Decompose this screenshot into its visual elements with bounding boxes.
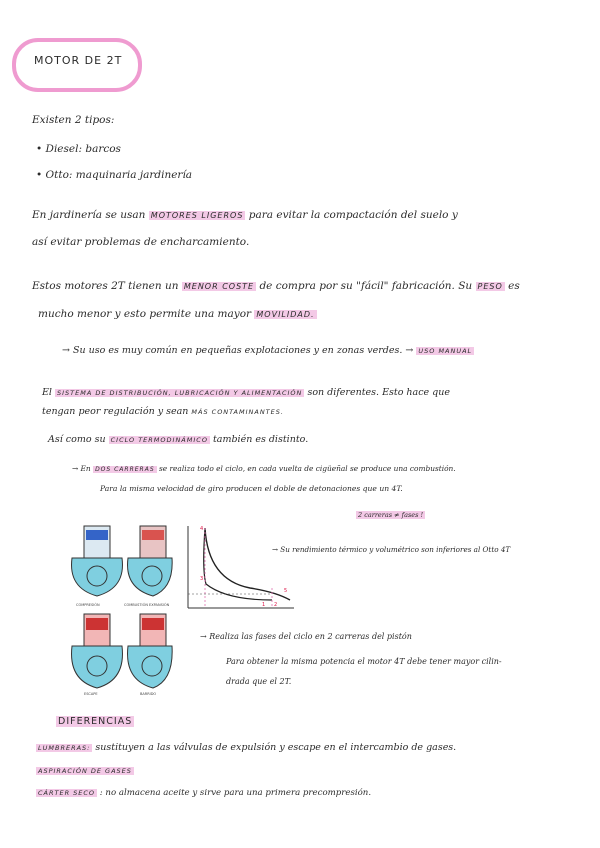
differences-heading: DIFERENCIAS: [58, 716, 133, 727]
systems-line-1: [42, 387, 450, 398]
engine-compression: [72, 526, 123, 596]
pv-point-2: 2: [274, 602, 278, 608]
label-exhaust: ESCAPE: [84, 692, 98, 696]
cost-line-2: [38, 308, 317, 320]
pv-point-1: 1: [262, 602, 266, 608]
strokes-line: [72, 464, 456, 473]
cycle-highlight: CICLO TERMODINÁMICO: [110, 436, 208, 444]
cost-highlight: MENOR COSTE: [183, 282, 255, 291]
types-intro: Existen 2 tipos:: [32, 114, 115, 126]
systems-highlight: SISTEMA DE DISTRIBUCIÓN, LUBRICACIÓN Y ALIMENTACIÓN: [57, 389, 303, 397]
strokes-end: se realiza todo el ciclo, en cada vuelta de cigüeñal se produce una combustión.: [159, 464, 456, 473]
label-compression: COMPRESIÓN: [76, 603, 100, 607]
pv-point-4: 4: [200, 526, 204, 532]
difference-item: [36, 788, 371, 798]
cycle-end: también es distinto.: [212, 434, 309, 445]
cost-start: Estos motores 2T tienen un: [32, 280, 179, 292]
difference-label: LUMBRERAS:: [38, 744, 91, 752]
difference-item: [36, 765, 134, 776]
cost-end: es: [508, 280, 520, 292]
use-line: [62, 345, 474, 356]
type-otto: • Otto: maquinaria jardinería: [36, 169, 193, 181]
cycle-line: [48, 434, 308, 445]
pv-diagram: [180, 522, 296, 614]
gardening-start: En jardinería se usan: [32, 209, 146, 221]
engine-scavenging: [128, 614, 173, 688]
cycle-start: Así como su: [48, 434, 106, 445]
strokes-highlight: DOS CARRERAS: [95, 466, 155, 473]
systems-end: son diferentes. Esto hace que: [307, 387, 450, 398]
label-scavenging: BARRIDO: [140, 692, 157, 696]
gardening-line-2: así evitar problemas de encharcamiento.: [32, 236, 250, 248]
difference-text: sustituyen a las válvulas de expulsión y escape en el intercambio de gases.: [95, 742, 457, 753]
cost-line-1: [32, 280, 520, 292]
mobility-highlight: MOVILIDAD.: [256, 310, 315, 319]
strokes-note: 2 carreras ≠ fases !: [358, 511, 424, 519]
difference-item: [36, 742, 456, 753]
engine-combustion: [128, 526, 173, 596]
performance-note: → Su rendimiento térmico y volumétrico son inferiores al Otto 4T: [272, 545, 511, 554]
difference-label: CÁRTER SECO: [38, 789, 96, 797]
pollutant-caps: MÁS CONTAMINANTES.: [191, 408, 284, 416]
manual-use-highlight: USO MANUAL: [418, 347, 473, 355]
weight-highlight: PESO: [477, 282, 503, 291]
phases-line-1: → Realiza las fases del ciclo en 2 carreras del pistón: [200, 632, 412, 641]
gardening-end: para evitar la compactación del suelo y: [248, 209, 458, 221]
gardening-line-1: [32, 209, 458, 221]
engine-exhaust: [72, 614, 123, 688]
use-text: → Su uso es muy común en pequeñas explotaciones y en zonas verdes. →: [62, 345, 414, 356]
systems-start: El: [42, 387, 52, 398]
systems-line2-start: tengan peor regulación y sean: [42, 406, 189, 417]
cost-line2-start: mucho menor y esto permite una mayor: [38, 308, 252, 320]
pv-point-3: 3: [200, 576, 204, 582]
pv-expansion-curve: [205, 528, 290, 600]
cost-mid: de compra por su "fácil" fabricación. Su: [259, 280, 473, 292]
type-diesel: • Diesel: barcos: [36, 143, 121, 155]
difference-label: ASPIRACIÓN DE GASES: [38, 767, 132, 775]
detonations-line: Para la misma velocidad de giro producen el doble de detonaciones que un 4T.: [100, 484, 403, 493]
phases-line-3: drada que el 2T.: [226, 677, 292, 686]
systems-line-2: [42, 406, 284, 417]
difference-text: : no almacena aceite y sirve para una primera precompresión.: [99, 788, 372, 798]
pv-point-5: 5: [284, 588, 288, 594]
engine-cycle-figure: [62, 518, 174, 696]
label-combustion: COMBUSTIÓN EXPANSIÓN: [124, 603, 170, 607]
phases-line-2: Para obtener la misma potencia el motor 4T debe tener mayor cilin-: [226, 657, 502, 666]
page-title: MOTOR DE 2T: [34, 54, 123, 67]
gardening-highlight: MOTORES LIGEROS: [150, 211, 244, 220]
strokes-start: → En: [72, 464, 91, 473]
